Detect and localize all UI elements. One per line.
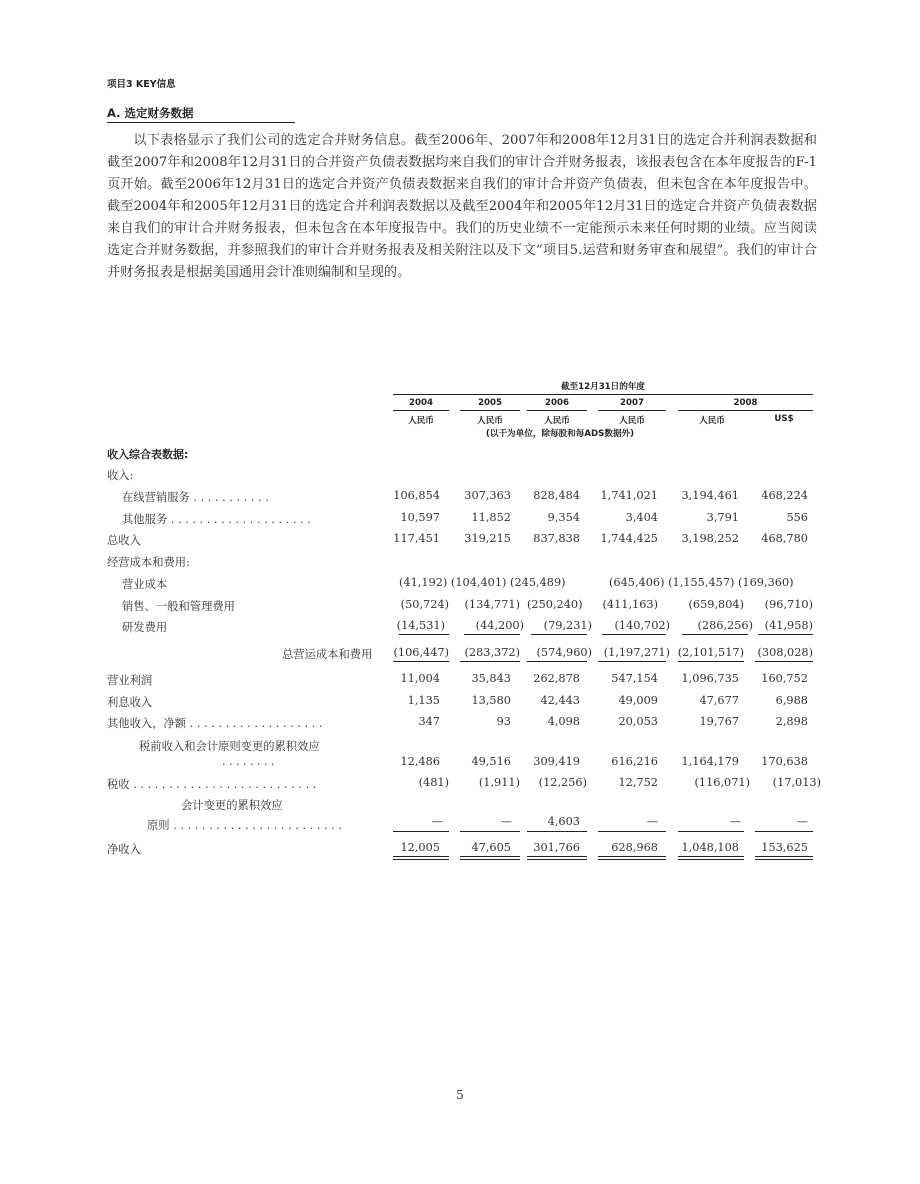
cell-interest-usd: 6,988 [775, 694, 808, 707]
label-text: 在线营销服务 [122, 491, 190, 504]
cell-pretax-2005: 49,516 [471, 755, 511, 768]
cell-sga-2006: (250,240) [527, 598, 583, 611]
cell-cumulative-2006: 4,603 [547, 815, 580, 828]
row-label-net-income: 净收入 [107, 843, 141, 856]
cell-sga-2008: (659,804) [688, 598, 744, 611]
cell-total-revenue-2005: 319,215 [464, 532, 511, 545]
cell-sga-2004: (50,724) [400, 598, 449, 611]
cell-tax-2004: (481) [418, 776, 449, 789]
total-double-rule [393, 856, 449, 860]
year-rule [678, 410, 813, 411]
subtotal-rule [460, 831, 520, 832]
year-2005: 2005 [478, 398, 502, 408]
subtotal-rule [598, 831, 666, 832]
row-label-cumulative-effect: 会计变更的累积效应 [181, 799, 283, 812]
subtotal-rule [460, 661, 520, 662]
cell-op-profit-2005: 35,843 [471, 672, 511, 685]
row-label-total-opex: 总营运成本和费用 [282, 648, 373, 661]
row-label-cost-of-revenue: 营业成本 [122, 578, 168, 591]
subtotal-rule [682, 634, 748, 635]
subtotal-rule [678, 661, 744, 662]
cell-cumulative-2007: — [646, 815, 658, 828]
cell-other-2008: 3,791 [706, 511, 739, 524]
row-label-operating-profit: 营业利润 [107, 674, 153, 687]
subtotal-rule [393, 831, 449, 832]
cell-net-income-2004: 12,005 [400, 841, 440, 854]
total-double-rule [755, 856, 813, 860]
cell-other-usd: 556 [786, 511, 808, 524]
cell-online-2008: 3,194,461 [681, 489, 739, 502]
year-2008: 2008 [733, 398, 758, 408]
cell-other-2007: 3,404 [625, 511, 658, 524]
row-label-pretax: 税前收入和会计原则变更的累积效应 [139, 740, 320, 753]
label-text: 税收 [107, 778, 130, 791]
cell-op-profit-2008: 1,096,735 [681, 672, 739, 685]
currency-label: 人民币 [408, 416, 434, 426]
subtotal-rule [758, 634, 813, 635]
page-number: 5 [456, 1088, 464, 1102]
cell-net-income-2007: 628,968 [611, 841, 658, 854]
cell-total-opex-2004: (106,447) [393, 646, 449, 659]
subtotal-rule [399, 634, 449, 635]
cell-op-profit-2006: 262,878 [533, 672, 580, 685]
header-rule-top [393, 394, 813, 395]
subtotal-rule [602, 634, 666, 635]
cell-cumulative-2004: — [431, 815, 443, 828]
cell-sga-2007: (411,163) [602, 598, 658, 611]
opex-header: 经营成本和费用: [107, 556, 190, 569]
subtotal-rule [464, 634, 520, 635]
cell-interest-2004: 1,135 [407, 694, 440, 707]
subtotal-rule [393, 661, 449, 662]
cell-other-income-usd: 2,898 [775, 715, 808, 728]
cell-cumulative-2005: — [500, 815, 512, 828]
total-double-rule [598, 856, 666, 860]
row-label-other-income [107, 715, 323, 731]
cell-cumulative-2008: — [729, 815, 741, 828]
cell-net-income-usd: 153,625 [761, 841, 808, 854]
total-double-rule [460, 856, 520, 860]
intro-paragraph-text: 以下表格显示了我们公司的选定合并财务信息。截至2006年、2007年和2008年12月31日的选定合并利润表数据和截至2007年和2008年12月31日的合并资产负债表数据均来自我们的审计合并财务报表，该报表包含在本年度报告的F-1页开始。截至2006年12月31日的选定合并资产负债表数据来自我们的审计合并资产负债表，但未包含在本年度报告中。截至2004年和2005年12月31日的选定合并利润表数据以及截至2004年和2005年12月31日的选定合并资产负债表数据来自我们的审计合并财务报表，但未包含在本年度报告中。我们的历史业绩不一定能预示未来任何时期的业绩。应当阅读选定合并财务数据，并参照我们的审计合并财务报表及相关附注以及下文“项目5.运营和财务审查和展望”。我们的审计合并财务报表是根据美国通用会计准则编制和呈现的。 [107, 133, 817, 280]
cell-total-revenue-2008: 3,198,252 [681, 532, 739, 545]
subtotal-rule [678, 831, 744, 832]
row-label-other-services [122, 511, 311, 527]
cell-other-2005: 11,852 [471, 511, 511, 524]
units-note: (以千为单位，除每股和每ADS数据外) [485, 429, 635, 439]
label-text: 其他收入，净额 [107, 717, 187, 730]
year-rule [393, 410, 449, 411]
row-label-tax [107, 776, 316, 792]
cell-rnd-2004: (14,531) [396, 619, 445, 632]
cell-rnd-2008: (286,256) [697, 619, 753, 632]
intro-paragraph [107, 130, 817, 284]
year-rule [598, 410, 666, 411]
cell-other-2006: 9,354 [547, 511, 580, 524]
year-rule [460, 410, 520, 411]
cell-rnd-2007: (140,702) [614, 619, 670, 632]
cell-tax-2006: (12,256) [538, 776, 587, 789]
total-double-rule [678, 856, 744, 860]
cell-rnd-usd: (41,958) [764, 619, 813, 632]
table-section-title: 收入综合表数据: [107, 448, 189, 461]
cell-total-revenue-2006: 837,838 [533, 532, 580, 545]
cell-net-income-2008: 1,048,108 [681, 841, 739, 854]
cell-pretax-2004: 12,486 [400, 755, 440, 768]
cell-tax-usd: (17,013) [772, 776, 821, 789]
total-double-rule [527, 856, 587, 860]
row-label-cumulative-effect-line2 [147, 817, 342, 833]
row-label-online-marketing [122, 489, 269, 505]
cell-net-income-2006: 301,766 [533, 841, 580, 854]
currency-label-usd: US$ [774, 414, 794, 424]
label-text: 其他服务 [122, 513, 168, 526]
cell-tax-2008: (116,071) [694, 776, 750, 789]
dot-leader: . . . . . . . . . . . . . . . . . . . [186, 717, 323, 730]
cell-sga-2005: (134,771) [464, 598, 520, 611]
cell-tax-2007: 12,752 [618, 776, 658, 789]
cell-online-2005: 307,363 [464, 489, 511, 502]
row-label-sga: 销售、一般和管理费用 [122, 600, 235, 613]
cell-op-profit-2007: 547,154 [611, 672, 658, 685]
dot-leader: . . . . . . . . . . . . . . . . . . . . [167, 513, 311, 526]
cell-rnd-2005: (44,200) [475, 619, 524, 632]
cell-online-2007: 1,741,021 [600, 489, 658, 502]
cell-online-2006: 828,484 [533, 489, 580, 502]
cell-other-income-2004: 347 [418, 715, 440, 728]
currency-label: 人民币 [699, 416, 725, 426]
cell-net-income-2005: 47,605 [471, 841, 511, 854]
subtotal-rule [598, 661, 666, 662]
subtotal-rule [755, 831, 813, 832]
cell-other-income-2008: 19,767 [699, 715, 739, 728]
cell-tax-2005: (1,911) [478, 776, 520, 789]
subtotal-rule [531, 634, 587, 635]
period-header: 截至12月31日的年度 [560, 382, 646, 392]
cell-other-income-2007: 20,053 [618, 715, 658, 728]
cell-pretax-2007: 616,216 [611, 755, 658, 768]
subtotal-rule [755, 661, 813, 662]
dot-leader: . . . . . . . . [222, 755, 275, 768]
cell-rnd-2006: (79,231) [543, 619, 592, 632]
dot-leader: . . . . . . . . . . . . . . . . . . . . . . . . [169, 819, 342, 832]
cell-other-income-2006: 4,098 [547, 715, 580, 728]
cell-total-opex-2006: (574,960) [536, 646, 592, 659]
cell-interest-2007: 49,009 [618, 694, 658, 707]
year-2006: 2006 [545, 398, 569, 408]
cell-op-profit-2004: 11,004 [400, 672, 440, 685]
section-heading: A. 选定财务数据 [107, 105, 295, 123]
cell-total-revenue-2007: 1,744,425 [600, 532, 658, 545]
revenue-header: 收入: [107, 469, 134, 482]
cell-total-opex-2007: (1,197,271) [603, 646, 670, 659]
cell-other-2004: 10,597 [400, 511, 440, 524]
subtotal-rule [527, 661, 587, 662]
year-rule [527, 410, 587, 411]
cell-interest-2006: 42,443 [540, 694, 580, 707]
cell-sga-usd: (96,710) [764, 598, 813, 611]
cell-online-2004: 106,854 [393, 489, 440, 502]
cell-op-profit-usd: 160,752 [761, 672, 808, 685]
dot-leader: . . . . . . . . . . . [189, 491, 269, 504]
cell-pretax-2006: 309,419 [533, 755, 580, 768]
cell-total-opex-2005: (283,372) [464, 646, 520, 659]
cell-total-opex-usd: (308,028) [757, 646, 813, 659]
currency-label: 人民币 [544, 416, 570, 426]
cell-cumulative-usd: — [796, 815, 808, 828]
cell-online-usd: 468,224 [761, 489, 808, 502]
currency-label: 人民币 [619, 416, 645, 426]
cell-pretax-usd: 170,638 [761, 755, 808, 768]
item-heading: 项目3 KEY信息 [107, 79, 176, 90]
year-2007: 2007 [620, 398, 644, 408]
cell-pretax-2008: 1,164,179 [681, 755, 739, 768]
cell-total-opex-2008: (2,101,517) [677, 646, 744, 659]
year-2004: 2004 [409, 398, 433, 408]
cell-cost-of-revenue-2007-usd: (645,406) (1,155,457) (169,360) [609, 576, 794, 589]
cell-total-revenue-2004: 117,451 [393, 532, 440, 545]
dot-leader: . . . . . . . . . . . . . . . . . . . . . . . . . . [129, 778, 317, 791]
cell-total-revenue-usd: 468,780 [761, 532, 808, 545]
cell-cost-of-revenue-2004-2006: (41,192) (104,401) (245,489) [399, 576, 566, 589]
cell-interest-2005: 13,580 [471, 694, 511, 707]
row-label-total-revenue: 总收入 [107, 534, 141, 547]
label-text: 原则 [147, 819, 170, 832]
cell-other-income-2005: 93 [496, 715, 511, 728]
row-label-interest-income: 利息收入 [107, 696, 153, 709]
subtotal-rule [527, 831, 587, 832]
row-label-rnd: 研发费用 [122, 621, 168, 634]
cell-interest-2008: 47,677 [699, 694, 739, 707]
currency-label: 人民币 [477, 416, 503, 426]
